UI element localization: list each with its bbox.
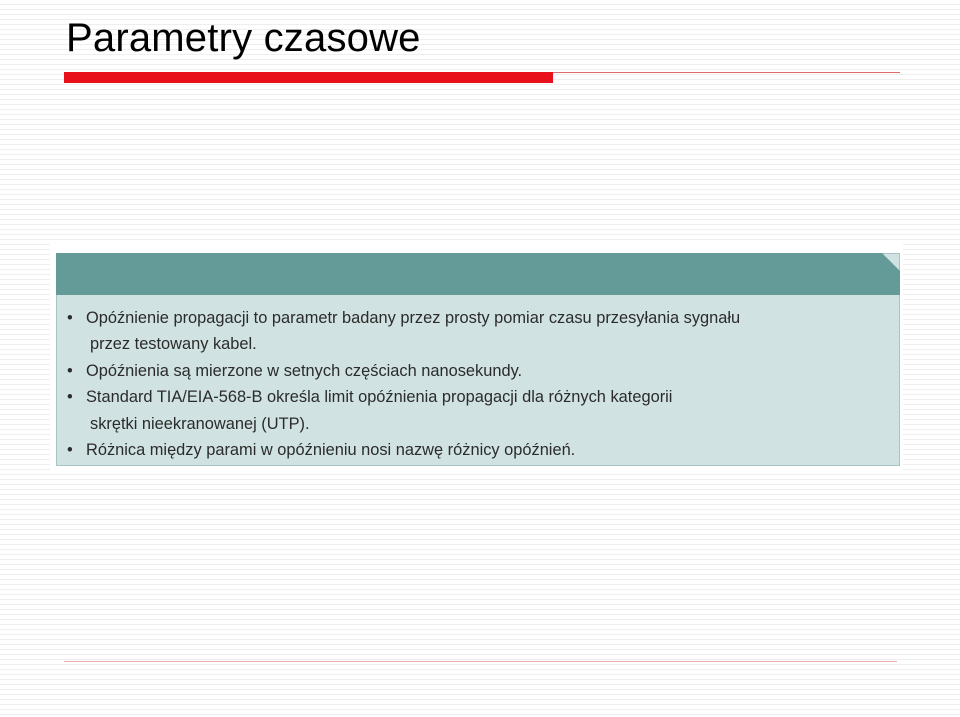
info-panel: [56, 253, 900, 466]
list-item: [57, 358, 906, 384]
bullet-text-continuation: skrętki nieekranowanej (UTP).: [90, 414, 310, 433]
list-item: [57, 437, 906, 463]
bullet-icon: •: [67, 441, 73, 460]
bullet-icon: •: [67, 388, 73, 407]
slide-title: Parametry czasowe: [66, 16, 421, 60]
title-underline-rule: [553, 72, 900, 73]
list-item: [57, 384, 906, 437]
title-underline-accent: [64, 72, 553, 83]
content-figure: [50, 244, 903, 470]
bullet-icon: •: [67, 361, 73, 380]
bullet-icon: •: [67, 309, 73, 327]
footer-rule: [64, 661, 897, 662]
bullet-text: Opóźnienia są mierzone w setnych częściach nanosekundy.: [86, 361, 523, 380]
panel-header-bar: [56, 253, 900, 295]
bullet-text: Standard TIA/EIA-568-B określa limit opóźnienia propagacji dla różnych kategorii: [86, 388, 673, 407]
list-item: [57, 305, 906, 358]
bullet-text: Opóźnienie propagacji to parametr badany przez prosty pomiar czasu przesyłania sygnału: [86, 309, 741, 327]
bullet-list: [57, 305, 906, 463]
bullet-text-continuation: przez testowany kabel.: [90, 335, 257, 354]
bullet-text: Różnica między parami w opóźnieniu nosi nazwę różnicy opóźnień.: [86, 441, 576, 460]
